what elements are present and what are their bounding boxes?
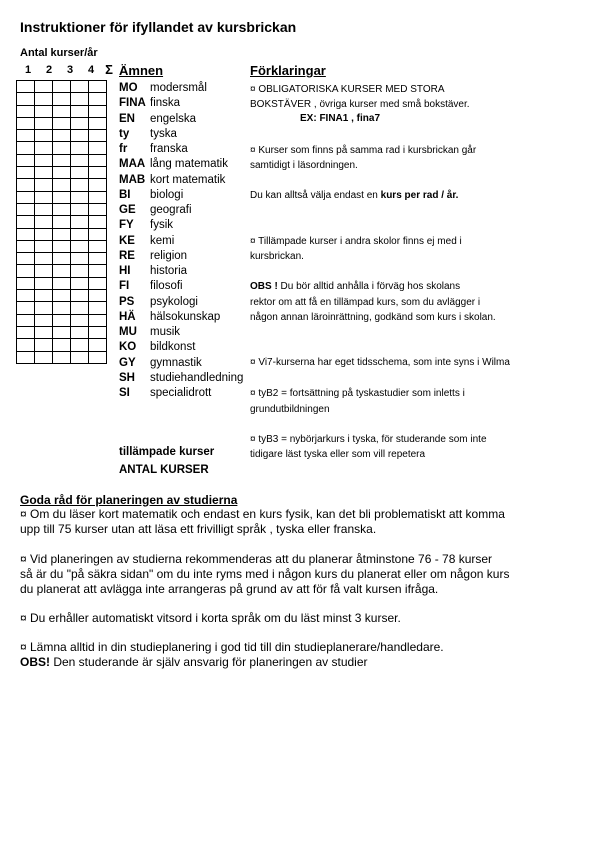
note-tyb3: ¤ tyB3 = nybörjarkurs i tyska, för studerande som inte [250,434,487,445]
grid-cell[interactable] [35,142,53,154]
grid-cell[interactable] [17,130,35,142]
grid-cell[interactable] [17,228,35,240]
grid-row [17,253,107,265]
grid-row [17,93,107,105]
grid-cell[interactable] [17,179,35,191]
grid-cell[interactable] [17,326,35,338]
grid-row [17,81,107,93]
subject-code: MU [119,326,137,338]
grid-cell[interactable] [53,93,71,105]
grid-row [17,277,107,289]
grid-row [17,154,107,166]
advice-p5: OBS! Den studerande är själv ansvarig för planeringen av studier [20,655,368,669]
grid-cell[interactable] [35,265,53,277]
grid-sum-cell[interactable] [89,326,107,338]
grid-sum-cell[interactable] [89,167,107,179]
grid-cell[interactable] [35,302,53,314]
grid-cell[interactable] [35,290,53,302]
grid-cell[interactable] [53,277,71,289]
advice-p1-line2: upp till 75 kurser utan att läsa ett frivilligt språk , tyska eller franska. [20,522,377,536]
grid-sum-cell[interactable] [89,105,107,117]
grid-cell[interactable] [17,290,35,302]
grid-cell[interactable] [71,265,89,277]
column-header-3: 3 [66,64,74,76]
grid-cell[interactable] [17,302,35,314]
grid-cell[interactable] [17,117,35,129]
grid-row [17,265,107,277]
subject-name: finska [150,97,181,109]
subject-name: franska [150,143,188,155]
grid-sum-cell[interactable] [89,93,107,105]
grid-cell[interactable] [53,240,71,252]
grid-row [17,179,107,191]
grid-cell[interactable] [17,191,35,203]
note-example: EX: FINA1 , fina7 [300,113,381,124]
grid-cell[interactable] [53,302,71,314]
note-tyb2: ¤ tyB2 = fortsättning på tyskastudier som inletts i [250,388,465,399]
grid-sum-cell[interactable] [89,351,107,363]
antal-kurser-label: ANTAL KURSER [119,464,209,476]
subject-code: FINA [119,97,146,109]
grid-cell[interactable] [71,314,89,326]
column-header-4: 4 [87,64,95,76]
subject-code: MAB [119,174,146,186]
subject-code: PS [119,296,135,308]
grid-cell[interactable] [35,228,53,240]
grid-sum-cell[interactable] [89,130,107,142]
subject-name: lång matematik [150,158,228,170]
note-applied-cont: kursbrickan. [250,251,304,262]
grid-cell[interactable] [17,142,35,154]
grid-sum-cell[interactable] [89,253,107,265]
grid-cell[interactable] [53,191,71,203]
grid-sum-cell[interactable] [89,81,107,93]
tillampade-label: tillämpade kurser [119,446,215,458]
grid-sum-cell[interactable] [89,216,107,228]
note-vi7: ¤ Vi7-kurserna har eget tidsschema, som inte syns i Wilma [250,357,510,368]
grid-cell[interactable] [71,351,89,363]
grid-cell[interactable] [53,179,71,191]
subject-name: psykologi [150,296,198,308]
advice-p2-line2: så är du "på säkra sidan" om du inte ryms med i någon kurs du planerat eller om någon kurs [20,567,510,581]
subject-name: tyska [150,128,177,140]
grid-row [17,228,107,240]
subject-code: RE [119,250,135,262]
grid-row [17,167,107,179]
grid-cell[interactable] [71,105,89,117]
grid-cell[interactable] [35,253,53,265]
subject-name: modersmål [150,82,207,94]
subject-code: fr [119,143,128,155]
antal-label: Antal kurser/år [20,47,98,59]
note-tyb2-cont: grundutbildningen [250,404,330,415]
subject-code: MO [119,82,138,94]
note-obs: OBS ! Du bör alltid anhålla i förväg hos skolans [250,281,461,292]
page-title: Instruktioner för ifyllandet av kursbrickan [20,19,297,35]
grid-cell[interactable] [35,179,53,191]
subject-name: kemi [150,235,175,247]
advice-heading: Goda råd för planeringen av studierna [20,493,238,507]
subject-code: KE [119,235,135,247]
grid-cell[interactable] [53,142,71,154]
grid-cell[interactable] [53,105,71,117]
note-obs-cont-2: någon annan läroinrättning, godkänd som kurs i skolan. [250,312,496,323]
grid-row [17,290,107,302]
grid-sum-cell[interactable] [89,290,107,302]
subject-name: hälsokunskap [150,311,221,323]
explanations-header: Förklaringar [250,63,326,78]
grid-cell[interactable] [35,314,53,326]
subject-name: historia [150,265,188,277]
grid-sum-cell[interactable] [89,179,107,191]
grid-cell[interactable] [17,154,35,166]
grid-cell[interactable] [35,351,53,363]
grid-sum-cell[interactable] [89,339,107,351]
subjects-header: Ämnen [119,63,164,78]
column-header-sum: Σ [105,62,113,77]
subject-code: MAA [119,158,146,170]
grid-cell[interactable] [17,314,35,326]
note-same-row: ¤ Kurser som finns på samma rad i kursbrickan går [250,145,477,156]
grid-cell[interactable] [35,203,53,215]
grid-sum-cell[interactable] [89,117,107,129]
subject-code: GY [119,357,136,369]
grid-cell[interactable] [71,93,89,105]
subject-code: HÄ [119,311,136,323]
subject-code: GE [119,204,136,216]
subject-name: specialidrott [150,387,212,399]
grid-row [17,191,107,203]
subject-code: FY [119,219,134,231]
note-obs-cont-1: rektor om att få en tillämpad kurs, som du avlägger i [250,297,481,308]
grid-cell[interactable] [35,130,53,142]
grid-cell[interactable] [35,240,53,252]
grid-row [17,240,107,252]
grid-row [17,142,107,154]
grid-sum-cell[interactable] [89,191,107,203]
advice-p2-line1: ¤ Vid planeringen av studierna rekommenderas att du planerar åtminstone 76 - 78 kurser [20,552,493,566]
grid-cell[interactable] [53,253,71,265]
grid-cell[interactable] [17,93,35,105]
grid-cell[interactable] [35,326,53,338]
note-obligatory: ¤ OBLIGATORISKA KURSER MED STORA [250,84,445,95]
grid-cell[interactable] [53,339,71,351]
grid-cell[interactable] [17,277,35,289]
grid-cell[interactable] [53,203,71,215]
advice-p4: ¤ Lämna alltid in din studieplanering i god tid till din studieplanerare/handledare. [20,640,444,654]
grid-row [17,351,107,363]
grid-cell[interactable] [53,290,71,302]
column-header-2: 2 [45,64,53,76]
grid-row [17,339,107,351]
grid-row [17,203,107,215]
grid-cell[interactable] [53,130,71,142]
grid-sum-cell[interactable] [89,265,107,277]
grid-cell[interactable] [53,326,71,338]
grid-sum-cell[interactable] [89,240,107,252]
grid-cell[interactable] [17,339,35,351]
grid-cell[interactable] [35,277,53,289]
grid-cell[interactable] [71,216,89,228]
grid-cell[interactable] [35,154,53,166]
grid-cell[interactable] [71,290,89,302]
grid-cell[interactable] [17,351,35,363]
subject-name: studiehandledning [150,372,244,384]
subject-name: engelska [150,113,197,125]
grid-cell[interactable] [71,142,89,154]
subject-name: biologi [150,189,184,201]
grid-cell[interactable] [53,228,71,240]
grid-cell[interactable] [71,228,89,240]
grid-cell[interactable] [71,277,89,289]
grid-cell[interactable] [71,339,89,351]
course-grid [16,80,107,364]
grid-cell[interactable] [17,240,35,252]
grid-cell[interactable] [53,314,71,326]
note-tyb3-cont: tidigare läst tyska eller som vill repetera [250,449,426,460]
grid-cell[interactable] [53,265,71,277]
grid-cell[interactable] [71,154,89,166]
grid-cell[interactable] [35,339,53,351]
grid-cell[interactable] [53,167,71,179]
grid-row [17,105,107,117]
subject-code: SH [119,372,135,384]
grid-row [17,302,107,314]
grid-cell[interactable] [71,179,89,191]
grid-sum-cell[interactable] [89,314,107,326]
grid-cell[interactable] [71,81,89,93]
grid-cell[interactable] [71,191,89,203]
grid-cell[interactable] [71,167,89,179]
grid-cell[interactable] [53,117,71,129]
subject-name: religion [150,250,188,262]
grid-sum-cell[interactable] [89,203,107,215]
subject-name: fysik [150,219,173,231]
grid-sum-cell[interactable] [89,154,107,166]
grid-cell[interactable] [71,240,89,252]
grid-sum-cell[interactable] [89,302,107,314]
grid-cell[interactable] [71,117,89,129]
subject-code: HI [119,265,131,277]
grid-cell[interactable] [17,203,35,215]
subject-name: geografi [150,204,192,216]
grid-cell[interactable] [35,191,53,203]
grid-row [17,117,107,129]
grid-cell[interactable] [53,351,71,363]
grid-cell[interactable] [71,203,89,215]
grid-cell[interactable] [53,216,71,228]
grid-cell[interactable] [35,81,53,93]
subject-name: gymnastik [150,357,202,369]
note-applied: ¤ Tillämpade kurser i andra skolor finns ej med i [250,236,462,247]
grid-cell[interactable] [35,117,53,129]
advice-p3: ¤ Du erhåller automatiskt vitsord i korta språk om du läst minst 3 kurser. [20,611,401,625]
column-header-1: 1 [24,64,32,76]
grid-cell[interactable] [53,81,71,93]
subject-name: musik [150,326,181,338]
subject-name: kort matematik [150,174,226,186]
grid-row [17,216,107,228]
note-obligatory-cont: BOKSTÄVER , övriga kurser med små bokstäver. [250,99,470,110]
grid-cell[interactable] [35,167,53,179]
subject-code: SI [119,387,130,399]
grid-cell[interactable] [35,216,53,228]
grid-row [17,326,107,338]
grid-cell[interactable] [17,105,35,117]
grid-sum-cell[interactable] [89,142,107,154]
grid-cell[interactable] [17,81,35,93]
note-same-row-cont: samtidigt i läsordningen. [250,160,358,171]
grid-cell[interactable] [53,154,71,166]
grid-cell[interactable] [71,130,89,142]
grid-cell[interactable] [71,302,89,314]
advice-p1-line1: ¤ Om du läser kort matematik och endast en kurs fysik, kan det bli problematiskt att komma [20,507,505,521]
grid-cell[interactable] [71,326,89,338]
subject-code: ty [119,128,130,140]
grid-cell[interactable] [17,265,35,277]
subject-code: EN [119,113,135,125]
advice-p2-line3: du planerat att avlägga inte arrangeras på grund av att för få valt kursen ifråga. [20,582,439,596]
grid-sum-cell[interactable] [89,228,107,240]
subject-code: BI [119,189,131,201]
grid-cell[interactable] [71,253,89,265]
grid-cell[interactable] [35,105,53,117]
note-one-per-row: Du kan alltså välja endast en kurs per rad / år. [250,190,459,201]
subject-code: KO [119,341,137,353]
subject-name: bildkonst [150,341,196,353]
grid-cell[interactable] [17,216,35,228]
grid-sum-cell[interactable] [89,277,107,289]
grid-cell[interactable] [35,93,53,105]
subject-name: filosofi [150,280,183,292]
grid-row [17,130,107,142]
grid-cell[interactable] [17,253,35,265]
grid-cell[interactable] [17,167,35,179]
subject-code: FI [119,280,130,292]
grid-row [17,314,107,326]
